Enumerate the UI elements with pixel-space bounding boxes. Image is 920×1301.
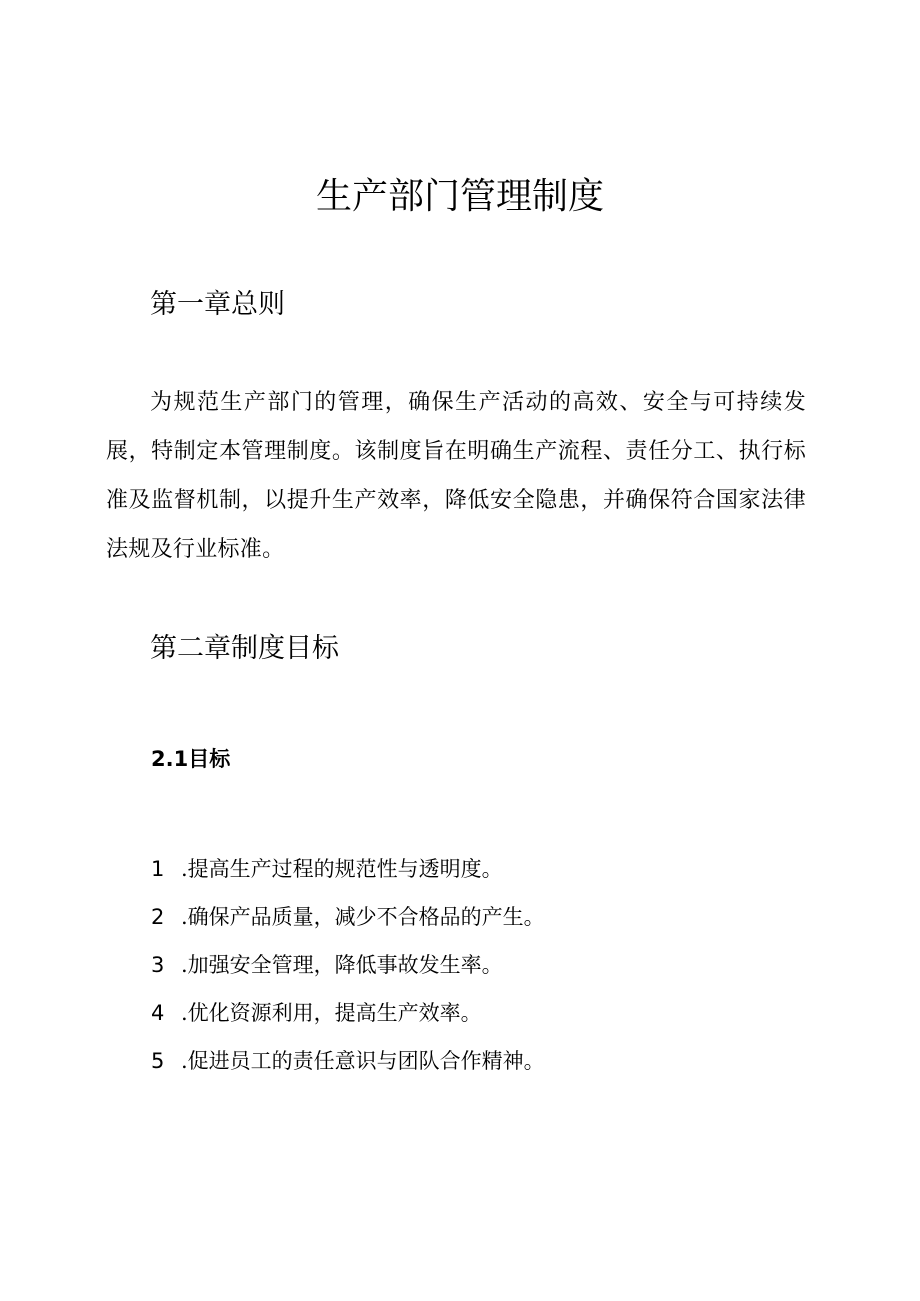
list-item-text: .确保产品质量，减少不合格品的产生。 xyxy=(181,905,545,929)
chapter-1-heading: 第一章总则 xyxy=(150,289,285,320)
list-item-text: .提高生产过程的规范性与透明度。 xyxy=(181,857,503,881)
list-item-number: 5 xyxy=(151,1049,165,1073)
chapter-2-heading: 第二章制度目标 xyxy=(150,633,339,664)
chapter-1-paragraph: 为规范生产部门的管理，确保生产活动的高效、安全与可持续发展，特制定本管理制度。该制度旨在明确生产流程、责任分工、执行标准及监督机制，以提升生产效率，降低安全隐患，并确保符合国家法律法规及行业标准。 xyxy=(106,390,806,562)
document-title: 生产部门管理制度 xyxy=(315,176,604,217)
list-item-text: .促进员工的责任意识与团队合作精神。 xyxy=(181,1049,545,1073)
list-item-text: .加强安全管理，降低事故发生率。 xyxy=(181,953,503,977)
list-item xyxy=(151,847,545,895)
list-item xyxy=(151,943,545,991)
list-item xyxy=(151,895,545,943)
list-item-number: 4 xyxy=(151,1001,165,1025)
list-item-text: .优化资源利用，提高生产效率。 xyxy=(181,1001,482,1025)
list-item-number: 2 xyxy=(151,905,165,929)
section-2-1-heading: 2.1目标 xyxy=(151,747,231,771)
goal-list xyxy=(151,847,545,1087)
list-item xyxy=(151,991,545,1039)
list-item-number: 3 xyxy=(151,953,165,977)
list-item-number: 1 xyxy=(151,857,165,881)
list-item xyxy=(151,1039,545,1087)
